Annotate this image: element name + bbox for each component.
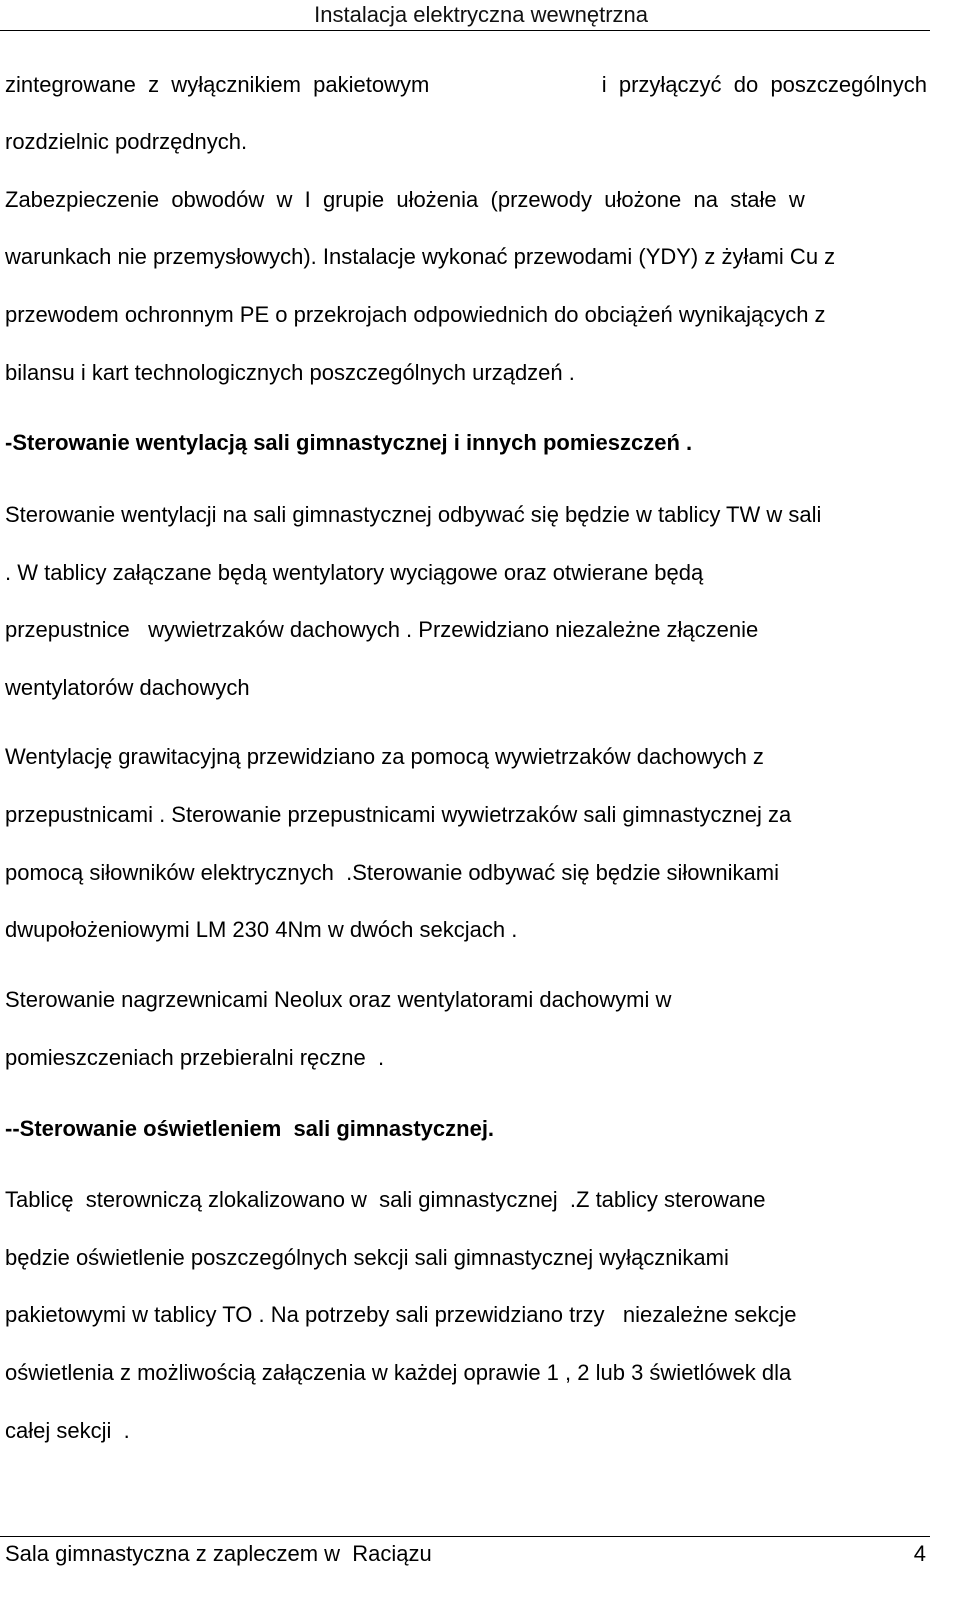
paragraph-line	[5, 72, 927, 98]
paragraph-line: . W tablicy załączane będą wentylatory wyciągowe oraz otwierane będą	[5, 560, 704, 585]
paragraph-line: będzie oświetlenie poszczególnych sekcji sali gimnastycznej wyłącznikami	[5, 1245, 729, 1270]
paragraph-line: dwupołożeniowymi LM 230 4Nm w dwóch sekcjach .	[5, 917, 518, 942]
page-number: 4	[913, 1541, 926, 1566]
paragraph-line: przepustnicami . Sterowanie przepustnicami wywietrzaków sali gimnastycznej za	[5, 802, 792, 827]
header-title: Instalacja elektryczna wewnętrzna	[314, 2, 648, 27]
paragraph-line: warunkach nie przemysłowych). Instalacje wykonać przewodami (YDY) z żyłami Cu z	[5, 244, 836, 269]
paragraph-line: rozdzielnic podrzędnych.	[5, 129, 248, 154]
paragraph-line: oświetlenia z możliwością załączenia w każdej oprawie 1 , 2 lub 3 świetlówek dla	[5, 1360, 792, 1385]
paragraph-line: całej sekcji .	[5, 1418, 130, 1443]
paragraph-line: bilansu i kart technologicznych poszczególnych urządzeń .	[5, 360, 575, 385]
line-text-left: zintegrowane z wyłącznikiem pakietowym	[5, 72, 430, 97]
paragraph-line: Sterowanie nagrzewnicami Neolux oraz wentylatorami dachowymi w	[5, 987, 672, 1012]
paragraph-line: przepustnice wywietrzaków dachowych . Przewidziano niezależne złączenie	[5, 617, 759, 642]
page-header	[0, 0, 930, 31]
paragraph-line: Sterowanie wentylacji na sali gimnastycznej odbywać się będzie w tablicy TW w sali	[5, 502, 822, 527]
paragraph-line: wentylatorów dachowych	[5, 675, 250, 700]
paragraph-line: Tablicę sterowniczą zlokalizowano w sali gimnastycznej .Z tablicy sterowane	[5, 1187, 766, 1212]
line-text-right: i przyłączyć do poszczególnych	[601, 72, 927, 97]
paragraph-line: pomocą siłowników elektrycznych .Sterowanie odbywać się będzie siłownikami	[5, 860, 780, 885]
paragraph-line: Zabezpieczenie obwodów w I grupie ułożenia (przewody ułożone na stałe w	[5, 187, 805, 212]
paragraph-line: pakietowymi w tablicy TO . Na potrzeby sali przewidziano trzy niezależne sekcje	[5, 1302, 797, 1327]
footer-title: Sala gimnastyczna z zapleczem w Raciązu	[5, 1541, 432, 1566]
paragraph-line: przewodem ochronnym PE o przekrojach odpowiednich do obciążeń wynikających z	[5, 302, 826, 327]
section-heading-ventilation: -Sterowanie wentylacją sali gimnastycznej i innych pomieszczeń .	[5, 430, 693, 455]
paragraph-line: pomieszczeniach przebieralni ręczne .	[5, 1045, 385, 1070]
page-footer	[0, 1536, 930, 1597]
paragraph-line: Wentylację grawitacyjną przewidziano za pomocą wywietrzaków dachowych z	[5, 744, 764, 769]
section-heading-lighting: --Sterowanie oświetleniem sali gimnastycznej.	[5, 1116, 495, 1141]
